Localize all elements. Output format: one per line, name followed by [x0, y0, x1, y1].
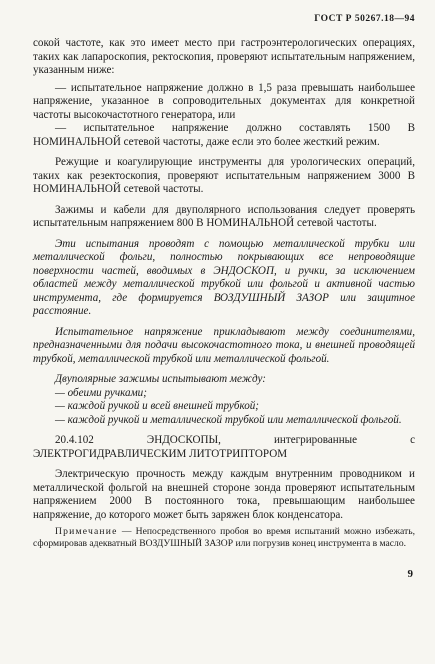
list-item: — обеими ручками; [55, 386, 147, 399]
paragraph-voltage-rule-2: — испытательное напряжение должно составлять 1500 В НОМИНАЛЬНОЙ сетевой частоты, даже если это более жесткий режим. [33, 122, 415, 148]
paragraph-urology-instruments: Режущие и коагулирующие инструменты для урологических операций, таких как резектоскопия, проверяют испытательным напряжением 3000 В НОМИНАЛЬНОЙ сетевой частоты. [33, 156, 415, 195]
page-content [33, 37, 415, 550]
paragraph-bipolar-intro: Двуполярные зажимы испытывают между: [55, 373, 266, 385]
note-label: Примечание [55, 526, 118, 537]
note [33, 526, 415, 550]
paragraph-test-method: Эти испытания проводят с помощью металлической трубки или металлической фольги, полностью покрывающих все непроводящие поверхности частей, вводимых в ЭНДОСКОП, и ручки, за исключением областей между металлической трубкой или фольгой и активной частью инструмента, где формируется ВОЗДУШНЫЙ ЗАЗОР или защитное расстояние. [33, 237, 415, 317]
page-number: 9 [407, 568, 413, 580]
paragraph-voltage-rule-1: — испытательное напряжение должно в 1,5 раза превышать наибольшее напряжение, указанное в сопроводительных документах для конкретной частоты высокочастотного генератора, или [33, 81, 415, 121]
standard-header: ГОСТ Р 50267.18—94 [314, 14, 415, 24]
paragraph-bipolar-clamps: Зажимы и кабели для двуполярного использования следует проверять испытательным напряжением 800 В НОМИНАЛЬНОЙ сетевой частоты. [33, 203, 415, 229]
list-item: — каждой ручкой и всей внешней трубкой; [55, 400, 259, 412]
note-text: — Непосредственного пробоя во время испытаний можно избежать, сформировав адекватный ВОЗДУШНЫЙ ЗАЗОР или погрузив конец инструмента в масло. [33, 526, 415, 549]
paragraph-continuation: сокой частоте, как это имеет место при гастроэнтерологических операциях, таких как лапароскопия, ректоскопия, проверяют испытательным напряжением, указанным ниже: [33, 37, 415, 76]
list-item: — каждой ручкой и металлической трубкой или металлической фольгой. [55, 413, 402, 426]
paragraph-dielectric-strength: Электрическую прочность между каждым внутренним проводником и металлической фольгой на внешней стороне зонда проверяют испытательным напряжением 2000 В постоянного тока, превышающим наибольшее напряжение, до которого может быть заряжен блок конденсатора. [33, 468, 415, 521]
section-heading-20-4-102: 20.4.102 ЭНДОСКОПЫ, интегрированные с ЭЛЕКТРОГИДРАВЛИЧЕСКИМ ЛИТОТРИПТОРОМ [33, 434, 415, 460]
paragraph-test-voltage-application: Испытательное напряжение прикладывают между соединителями, предназначенными для подачи высокочастотного тока, и внешней проводящей трубкой, металлической трубкой или металлической фольгой. [33, 325, 415, 365]
